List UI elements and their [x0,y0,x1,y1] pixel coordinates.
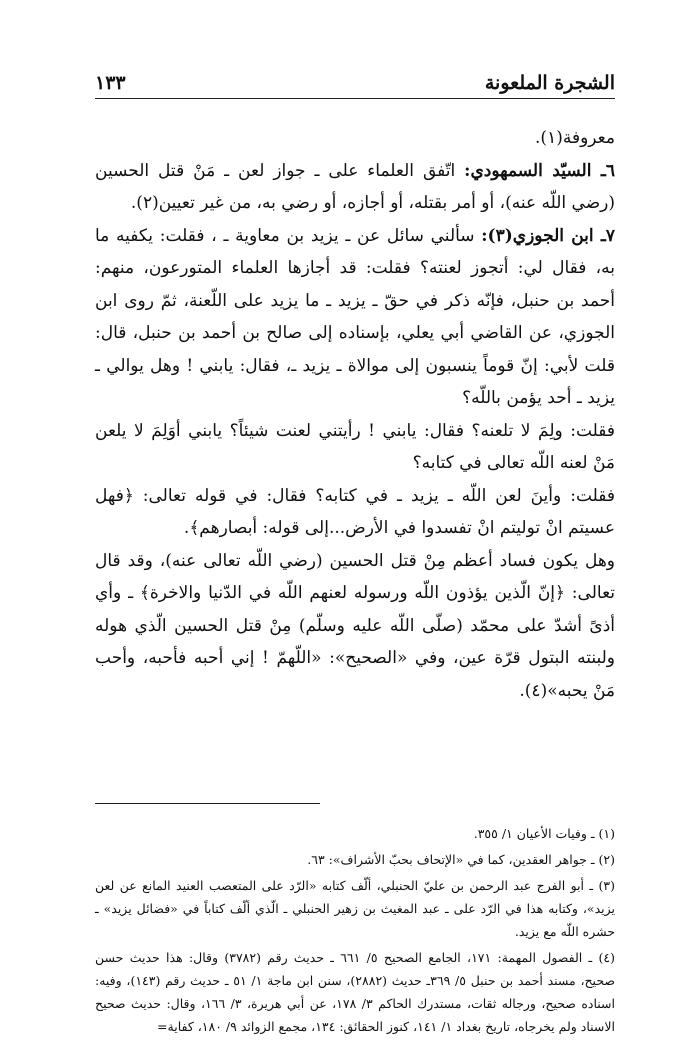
footnote: (٢) ـ جواهر العقدين، كما في «الإتحاف بحبّ الأشراف»: ٦٣. [307,852,615,867]
paragraph-text: فقلت: وأينَ لعن اللّه ـ يزيد ـ في كتابه؟ فقال: في قوله تعالى: ﴿فهل عسيتم انْ توليتم انْ تفسدوا في الأرض...إلى قوله: أبصارهم﴾. [95,485,615,538]
paragraph [95,480,615,545]
page-header [95,70,615,99]
footnote-divider [95,803,320,804]
paragraph [95,122,615,155]
paragraph-text: معروفة(١). [535,128,615,148]
paragraph-text: وهل يكون فساد أعظم مِنْ قتل الحسين (رضي اللّه تعالى عنه)، وقد قال تعالى: ﴿إنّ الّذين يؤذون اللّه ورسوله لعنهم اللّه في الدّنيا والاخرة﴾ ـ وأي أذىً أشدّ على محمّد (صلّى اللّه عليه وسلّم) مِنْ قتل الحسين الّذي هوله ولبنته البتول قرّة عين، وفي «الصحيح»: «اللّهمّ ! إني أحبه فأحبه، وأحب مَنْ يحبه»(٤). [95,550,615,701]
footnote: (١) ـ وفيات الأعيان ١/ ٣٥٥. [473,826,615,841]
paragraph-text: سألني سائل عن ـ يزيد بن معاوية ـ ، فقلت: يكفيه ما به، فقال لي: أتجوز لعنته؟ فقلت: قد أجازها العلماء المتورعون، منهم: أحمد بن حنبل، فإنّه ذكر في حقّ ـ يزيد ـ ما يزيد على اللّعنة، ثمّ روى ابن الجوزي، عن القاضي أبي يعلي، بإسناده إلى صالح بن أحمد بن حنبل، قال: قلت لأبي: إنّ قوماً ينسبون إلى موالاة ـ يزيد ـ، فقال: يابني ! وهل يوالي ـ يزيد ـ أحد يؤمن باللّه؟ [95,225,615,408]
paragraph-lead: ٦ـ السيّد السمهودي: [464,160,616,181]
paragraph [95,220,615,415]
book-page [95,70,616,1034]
page-number: ١٣٣ [95,72,126,94]
footnotes [95,822,615,1041]
paragraph [95,155,615,220]
paragraph-lead: ٧ـ ابن الجوزي(٣): [481,225,615,246]
paragraph-text: اتّفق العلماء على ـ جواز لعن ـ مَنْ قتل الحسين (رضي اللّه عنه)، أو أمر بقتله، أو أجازه، أو رضي به، من غير تعيين(٢). [95,160,615,213]
footnote: (٣) ـ أبو الفرج عبد الرحمن بن عليّ الحنبلي، ألّف كتابه «الرّد على المتعصب العنيد المانع عن لعن يزيد»، وكتابه هذا في الرّد على ـ عبد المغيث بن زهير الحنبلي ـ الّذي ألّف كتاباً في «فضائل يزيد» ـ حشره اللّه مع يزيد. [95,878,615,939]
running-title: الشجرة الملعونة [484,72,615,94]
paragraph-text: فقلت: ولِمَ لا تلعنه؟ فقال: يابني ! رأيتني لعنت شيئاً؟ يابني أوَلِمَ لا يلعن مَنْ لعنه اللّه تعالى في كتابه؟ [95,420,615,473]
paragraph [95,415,615,480]
footnote: (٤) ـ الفصول المهمة: ١٧١، الجامع الصحيح ٥/ ٦٦١ ـ حديث رقم (٣٧٨٢) وقال: هذا حديث حسن صحيح، مسند أحمد بن حنبل ٥/ ٣٦٩ـ حديث (٢٨٨٢)، سنن ابن ماجة ١/ ٥١ ـ حديث رقم (١٤٣)، وفيه: اسناده صحيح، ورجاله ثقات، مستدرك الحاكم ٣/ ١٧٨، عن أبي هريرة، ٣/ ١٦٦، وقال: حديث صحيح الاسناد ولم يخرجاه، تاريخ بغداد ١/ ١٤١، كنوز الحقائق: ١٣٤، مجمع الزوائد ٩/ ١٨٠، كفاية= [95,950,616,1034]
main-text [95,122,615,707]
paragraph [95,545,615,708]
